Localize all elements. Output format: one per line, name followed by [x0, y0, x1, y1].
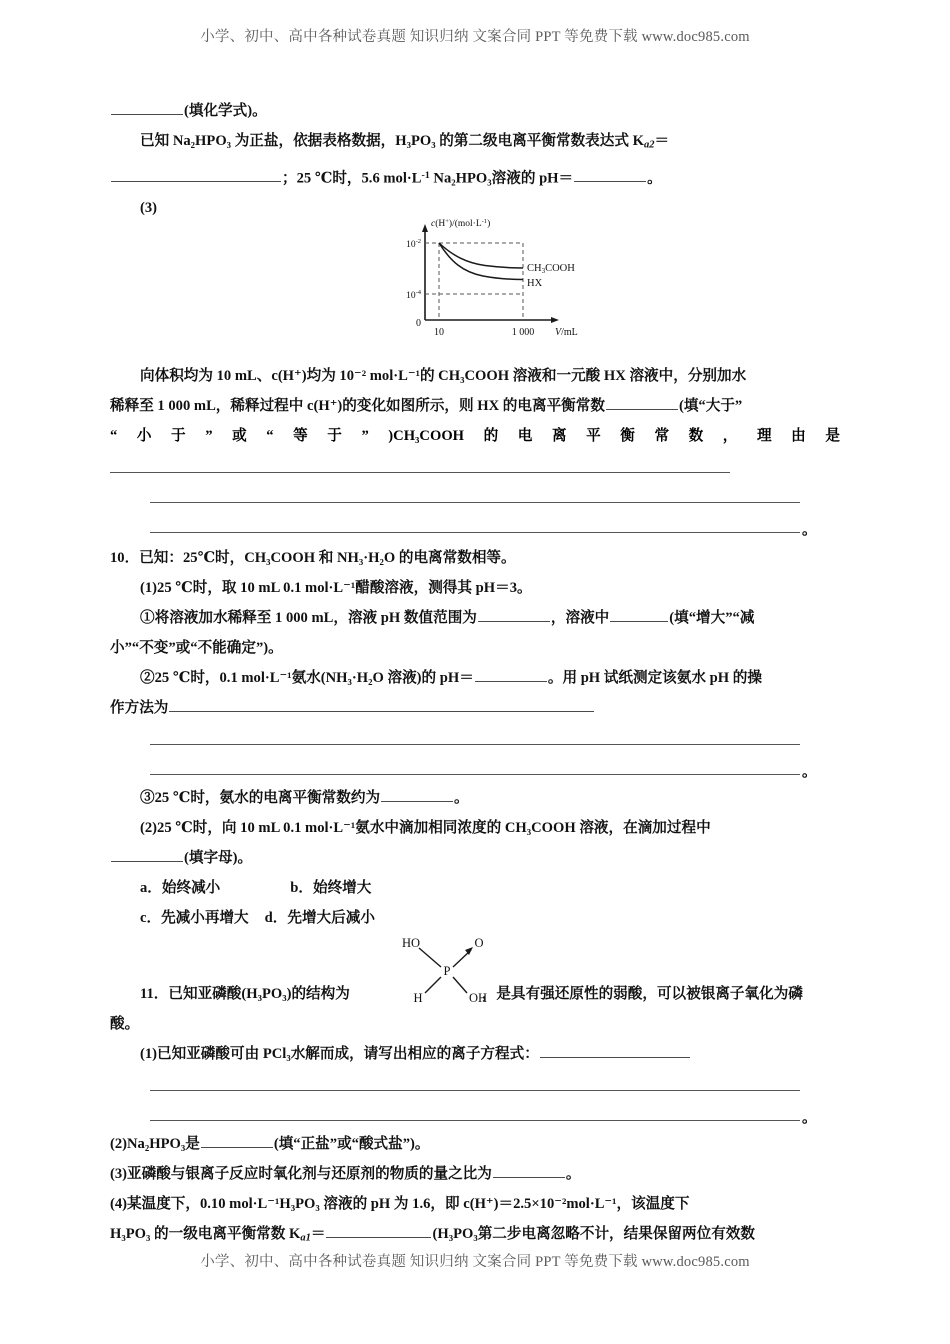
- series-hx-curve: [439, 243, 523, 280]
- series-ch3cooh-curve: [439, 243, 523, 268]
- q10-title: 10．已知：25℃时，CH₃COOH 和 NH₃·H₂O 的电离常数相等。: [110, 550, 516, 567]
- answer-blank[interactable]: [169, 697, 594, 712]
- answer-blank[interactable]: [326, 1223, 431, 1238]
- q11-title-text-b: ，是具有强还原性的弱酸，可以被银离子氧化为磷: [481, 986, 803, 1003]
- footer-watermark: 小学、初中、高中各种试卷真题 知识归纳 文案合同 PPT 等免费下载 www.doc985.com: [200, 1254, 750, 1270]
- atom-label-oh: OH: [468, 991, 488, 1005]
- spread-token: 的: [483, 428, 499, 445]
- q9-1-tail-line: [110, 96, 840, 126]
- q9-3-text-b-tail: (填“大于”: [678, 398, 743, 415]
- spread-token: 等: [293, 428, 308, 445]
- trailing-period: 。: [802, 764, 817, 781]
- atom-label-h: H: [413, 991, 423, 1005]
- spread-token: ，: [722, 428, 738, 445]
- q9-3-para-line-b: [110, 391, 840, 421]
- q10-1-2-text-c: 作方法为: [110, 700, 169, 717]
- option-d[interactable]: d．先增大后减小: [264, 910, 375, 927]
- q9-2-text-b: ；25 ℃时，5.6 mol·L: [282, 170, 422, 187]
- y-axis-title: $c(H^+)/(mol\cdot L^{-1})$: [431, 218, 491, 229]
- answer-rule[interactable]: [150, 744, 800, 745]
- spread-token: “: [266, 428, 274, 445]
- q10-1-line: (1)25 ℃时，取 10 mL 0.1 mol·L⁻¹醋酸溶液，测得其 pH＝3。: [140, 580, 532, 597]
- spread-token: ”: [205, 428, 213, 445]
- atom-label-o: O: [474, 936, 484, 950]
- atom-label-ho: HO: [401, 936, 421, 950]
- q11-3-tail: 。: [565, 1166, 581, 1183]
- q10-2-line-a: (2)25 ℃时，向 10 mL 0.1 mol·L⁻¹氨水中滴加相同浓度的 CH₃COOH 溶液，在滴加过程中: [140, 820, 711, 837]
- dilution-chart-figure: [395, 216, 595, 348]
- q11-2-tail: (填“正盐”或“酸式盐”)。: [273, 1136, 430, 1153]
- answer-rule[interactable]: [150, 502, 800, 503]
- spread-token: 于: [327, 428, 342, 445]
- atom-label-p: P: [443, 964, 451, 978]
- q10-1-2-text-b: 。用 pH 试纸测定该氨水 pH 的操: [547, 670, 762, 687]
- answer-blank[interactable]: [381, 787, 453, 802]
- spread-token: 或: [232, 428, 247, 445]
- answer-rule[interactable]: [150, 774, 800, 775]
- spread-token: 由: [791, 428, 806, 445]
- spread-token: 小: [136, 428, 152, 445]
- answer-blank[interactable]: [478, 607, 550, 622]
- y-axis-arrow: [422, 224, 428, 232]
- answer-blank[interactable]: [606, 395, 678, 410]
- spread-token: ”: [361, 428, 369, 445]
- q9-2-line-b: [110, 161, 840, 193]
- x-tick-label-1000: 1 000: [511, 327, 535, 338]
- q9-2-text-a: 已知 Na₂HPO₃ 为正盐，依据表格数据，H₃PO₃ 的第二级电离平衡常数表达式 K: [140, 133, 644, 149]
- answer-blank[interactable]: [201, 1133, 273, 1148]
- bond-p-oh: [453, 977, 467, 993]
- legend-label-ch3cooh: CH3COOH: [527, 263, 575, 275]
- q11-4-subscript: a1: [300, 1232, 311, 1244]
- answer-rule[interactable]: [150, 1090, 800, 1091]
- molecule-svg: [383, 931, 513, 1005]
- q10-1-1-line-b: 小”“不变”或“不能确定”)。: [110, 640, 283, 657]
- q11-4-tail: (H₃PO₃第二步电离忽略不计，结果保留两位有效数: [432, 1226, 755, 1243]
- q9-2-subscript: a2: [643, 139, 655, 151]
- q11-title-text-a: 11．已知亚磷酸(H₃PO₃)的结构为: [140, 986, 350, 1003]
- h3po3-structure-figure: [383, 931, 513, 1005]
- x-axis-arrow: [551, 317, 559, 323]
- q9-2-text-c: Na₂HPO₃溶液的 pH＝: [429, 170, 574, 187]
- q11-2-text: (2)Na₂HPO₃是: [110, 1136, 200, 1153]
- q10-1-2-line-b: [110, 693, 840, 723]
- answer-rule-row[interactable]: [110, 511, 840, 541]
- spread-token: 衡: [620, 428, 635, 445]
- answer-blank[interactable]: [493, 1163, 565, 1178]
- q11-title-line-b: 酸。: [110, 1016, 140, 1033]
- answer-rule-row[interactable]: [110, 723, 840, 753]
- q11-2-line: [110, 1129, 840, 1159]
- q11-3-line: [110, 1159, 840, 1189]
- bond-p-h: [425, 977, 441, 993]
- q11-4-text-b: H₃PO₃ 的一级电离平衡常数 K: [110, 1226, 301, 1243]
- q10-1-3-text: ③25 ℃时，氨水的电离平衡常数约为: [140, 790, 381, 807]
- answer-blank[interactable]: [111, 847, 183, 862]
- q9-3-text-b: 稀释至 1 000 mL，稀释过程中 c(H⁺)的变化如图所示，则 HX 的电离平衡常数: [110, 398, 605, 415]
- q10-1-1-line-a: [110, 603, 840, 633]
- bond-ho-p: [419, 948, 441, 967]
- q10-1-1-text-b: ，溶液中: [550, 610, 610, 627]
- answer-blank[interactable]: [574, 167, 646, 182]
- trailing-period: 。: [802, 1110, 817, 1127]
- spread-token: )CH₃COOH: [388, 428, 465, 445]
- origin-label: 0: [416, 318, 421, 329]
- spread-token: 数: [688, 428, 704, 445]
- answer-rule-row[interactable]: [110, 1099, 840, 1129]
- answer-blank[interactable]: [540, 1043, 690, 1058]
- q9-3-label: (3): [140, 200, 158, 217]
- q10-1-1-text-c: (填“增大”“减: [669, 610, 755, 627]
- y-tick-label-1e-2: $10^{-2}$: [406, 238, 421, 250]
- q10-2-text-b: (填字母)。: [184, 850, 253, 867]
- answer-rule[interactable]: [110, 472, 730, 473]
- x-axis-title: V/mL: [555, 327, 578, 338]
- q9-2-line-a: [110, 126, 840, 161]
- q9-2-period: 。: [647, 170, 662, 187]
- q9-3-spread-line: [110, 421, 840, 451]
- q9-1-tail-text: (填化学式)。: [184, 103, 267, 119]
- answer-blank[interactable]: [111, 100, 183, 115]
- answer-rule-row[interactable]: [110, 451, 840, 481]
- q11-3-text: (3)亚磷酸与银离子反应时氧化剂与还原剂的物质的量之比为: [110, 1166, 492, 1183]
- spread-token: 理: [756, 428, 772, 445]
- y-tick-label-1e-4: $10^{-4}$: [406, 289, 421, 301]
- q10-1-2-line-a: [110, 663, 840, 693]
- q11-1-text: (1)已知亚磷酸可由 PCl₃水解而成，请写出相应的离子方程式：: [140, 1046, 539, 1063]
- answer-blank[interactable]: [111, 167, 281, 182]
- header-watermark: 小学、初中、高中各种试卷真题 知识归纳 文案合同 PPT 等免费下载 www.doc985.com: [200, 29, 750, 45]
- option-b[interactable]: b．始终增大: [290, 880, 372, 897]
- answer-rule[interactable]: [150, 532, 800, 533]
- answer-rule-row[interactable]: [110, 753, 840, 783]
- q10-1-1-text-a: ①将溶液加水稀释至 1 000 mL，溶液 pH 数值范围为: [140, 610, 477, 627]
- answer-rule-row[interactable]: [110, 1069, 840, 1099]
- spread-token: 电: [517, 428, 533, 445]
- q10-options-row-2: [110, 903, 840, 933]
- spread-token: 常: [654, 428, 670, 445]
- q11-4-line-b: [110, 1219, 840, 1254]
- answer-blank[interactable]: [610, 607, 668, 622]
- trailing-period: 。: [802, 522, 817, 539]
- spread-token: 是: [825, 428, 840, 445]
- q10-1-3-line: [110, 783, 840, 813]
- q9-3-para-line-a: 向体积均为 10 mL、c(H⁺)均为 10⁻² mol·L⁻¹的 CH₃COOH 溶液和一元酸 HX 溶液中，分别加水: [140, 368, 747, 385]
- q9-2-equals: ＝: [654, 133, 670, 149]
- chart-svg: [395, 216, 595, 348]
- q11-4-line-a: (4)某温度下，0.10 mol·L⁻¹H₃PO₃ 溶液的 pH 为 1.6，即 c(H⁺)＝2.5×10⁻²mol·L⁻¹，该温度下: [110, 1196, 690, 1213]
- answer-rule-row[interactable]: [110, 481, 840, 511]
- option-c[interactable]: c．先减小再增大: [140, 910, 249, 927]
- q9-2-sup: -1: [421, 169, 430, 181]
- q11-1-line: [110, 1039, 840, 1069]
- x-tick-label-10: 10: [434, 327, 444, 338]
- q10-1-3-period: 。: [454, 790, 469, 807]
- spread-token: “: [110, 428, 118, 445]
- option-a[interactable]: a．始终减小: [140, 880, 221, 897]
- spread-token: 平: [586, 428, 601, 445]
- q11-4-equals: ＝: [310, 1226, 326, 1243]
- legend-label-hx: HX: [527, 278, 543, 289]
- spread-token: 离: [551, 428, 567, 445]
- answer-rule[interactable]: [150, 1120, 800, 1121]
- q10-2-line-b: [110, 843, 840, 873]
- q10-1-2-text-a: ②25 ℃时，0.1 mol·L⁻¹氨水(NH₃·H₂O 溶液)的 pH＝: [140, 670, 474, 687]
- spread-token: 于: [171, 428, 186, 445]
- q10-options-row-1: [110, 873, 840, 903]
- answer-blank[interactable]: [475, 667, 547, 682]
